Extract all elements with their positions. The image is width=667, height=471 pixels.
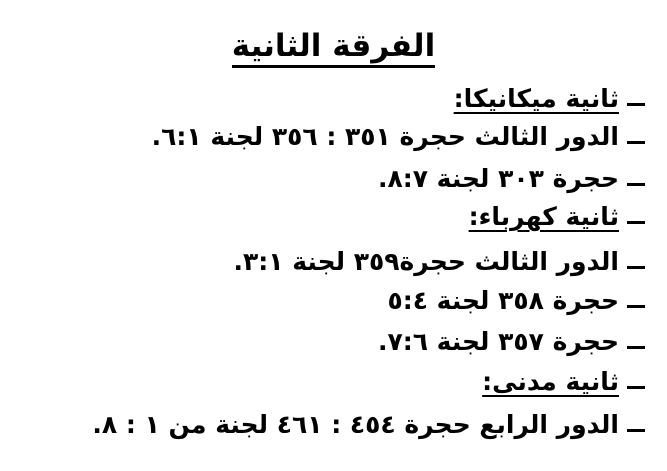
- section-heading-text: ثانية مدنى:: [482, 367, 619, 396]
- list-item-text: الدور الرابع حجرة ٤٥٤ : ٤٦١ لجنة من ١ : ٨.: [92, 410, 619, 439]
- list-item: [234, 245, 645, 279]
- list-item: [152, 120, 645, 154]
- list-item-text: حجرة ٣٥٨ لجنة ٥:٤: [387, 286, 619, 315]
- list-item-text: حجرة ٣٥٧ لجنة ٧:٦.: [377, 327, 619, 356]
- bullet-dash: [627, 429, 645, 432]
- bullet-dash: [627, 141, 645, 144]
- section-heading-mechanics: [454, 82, 645, 116]
- list-item-text: الدور الثالث حجرة ٣٥١ : ٣٥٦ لجنة ٦:١.: [151, 122, 619, 151]
- bullet-dash: [627, 183, 645, 186]
- section-heading-electrical: [469, 200, 645, 234]
- list-item: [387, 284, 645, 318]
- bullet-dash: [627, 386, 645, 389]
- section-heading-civil: [482, 365, 645, 399]
- bullet-dash: [627, 266, 645, 269]
- bullet-dash: [627, 346, 645, 349]
- bullet-dash: [627, 305, 645, 308]
- page-title-text: الفرقة الثانية: [232, 28, 435, 68]
- bullet-dash: [627, 221, 645, 224]
- section-heading-text: ثانية كهرباء:: [468, 202, 619, 231]
- section-heading-text: ثانية ميكانيكا:: [453, 84, 619, 113]
- list-item-text: حجرة ٣٠٣ لجنة ٨:٧.: [377, 164, 619, 193]
- list-item-text: الدور الثالث حجرة٣٥٩ لجنة ٣:١.: [233, 247, 619, 276]
- list-item: [378, 325, 645, 359]
- bullet-dash: [627, 103, 645, 106]
- list-item: [92, 408, 645, 442]
- list-item: [378, 162, 645, 196]
- page-title: [0, 24, 667, 68]
